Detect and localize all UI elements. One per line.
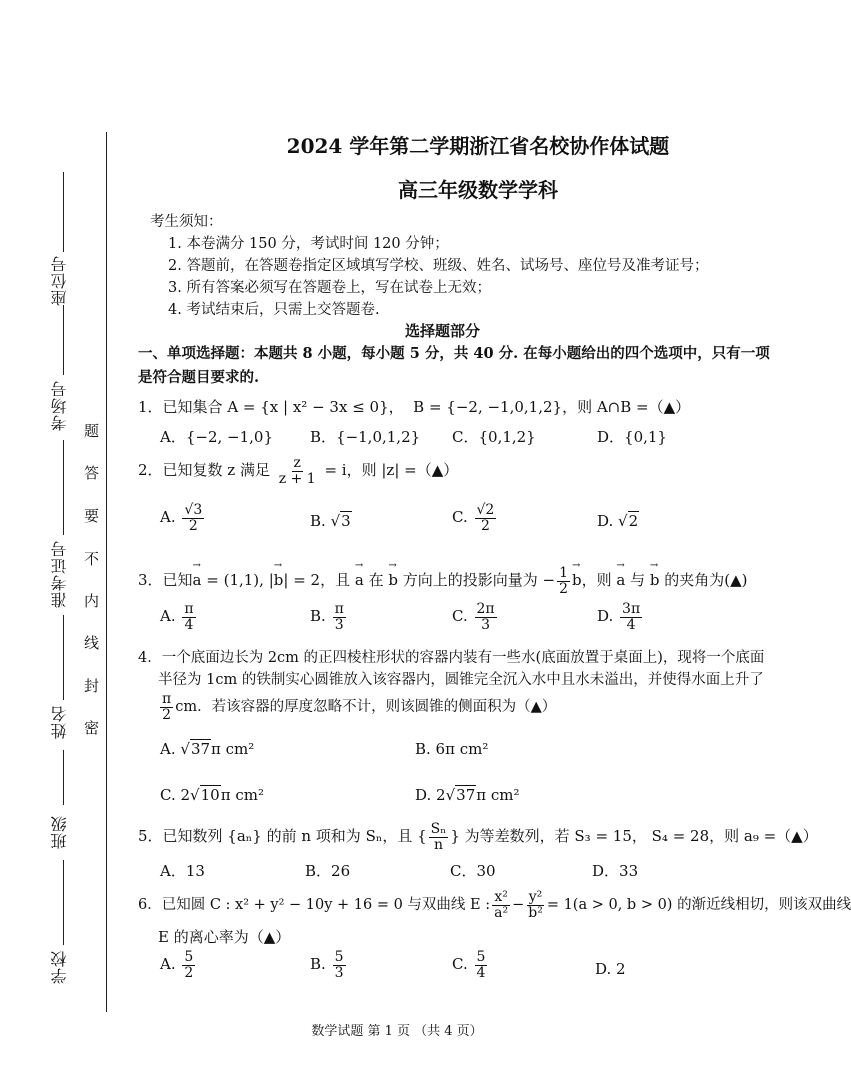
question-3 [138,566,748,596]
q3-a-label: A. [160,607,176,626]
q4-option-b: B. 6π cm² [415,740,489,758]
q3-text-2: | = 2，且 [283,571,355,590]
q3-c-frac [475,602,497,632]
room-label: 考场号 [50,380,69,431]
class-underline [63,860,64,945]
q6-b-den: 3 [334,964,344,981]
question-4-line1: 4．一个底面边长为 2cm 的正四棱柱形状的容器内装有一些水(底面放置于桌面上)，现将一个底面 [138,650,765,666]
part-heading-line2: 是符合题目要求的. [138,369,260,386]
q3-a-num: π [184,601,194,617]
q3-suffix: 的夹角为(▲) [659,571,748,590]
q1-option-a: A．{−2, −1,0} [160,428,273,446]
q3-text-5: ，则 [581,571,617,590]
seat-underline [63,172,64,252]
q3-vec-b3: → b [572,571,582,589]
q4-d-label: D. [415,786,432,804]
q6-f1-den: a² [494,904,509,921]
q2-c-frac: $\frac{√2}{2}$ [476,502,495,534]
ticket-label: 准考证号 [50,540,69,608]
q4-option-a: A. √37π cm² [160,740,255,758]
q6-b-num: 5 [334,949,344,965]
q1-set-b: B = {−2, −1,0,1,2}，则 A∩B =（▲） [413,398,691,416]
ticket-underline [63,615,64,700]
q6-option-c [452,950,489,980]
q3-frac [557,566,570,596]
q2-c-label: C. [452,508,468,527]
question-1 [138,396,690,417]
q6-frac-1 [492,890,510,920]
q3-text-6: 与 [625,571,650,590]
q6-a-den: 2 [184,964,194,981]
q6-prefix: 6．已知圆 C : x² + y² − 10y + 16 = 0 与双曲线 E : [138,897,491,914]
school-label: 学校 [50,950,69,984]
q6-b-label: B. [310,955,326,974]
q2-a-frac: $\frac{√3}{2}$ [184,502,203,534]
q4-c-label: C. [160,786,176,804]
q6-frac-2 [526,890,545,920]
q6-c-label: C. [452,955,468,974]
q4-c-rad: 10 [200,786,220,804]
seal-char-6: 线 [84,634,100,652]
q2-d-label: D. [597,512,614,530]
q4-a-unit: π cm² [211,740,255,758]
q3-vec-b4: → b [650,571,660,589]
q6-a-frac [182,950,195,980]
page-footer: 数学试题 第 1 页 （共 4 页） [311,1024,483,1039]
q4-frac-num: π [162,691,172,707]
q3-c-den: 3 [481,616,491,633]
q6-option-b [310,950,348,980]
section-title: 选择题部分 [405,322,481,340]
q2-option-d: D. √2 [597,512,639,530]
q2-d-rad: 2 [628,512,639,530]
q3-frac-den: 2 [559,580,568,597]
q3-b-den: 3 [334,616,344,633]
notice-item-3: 3. 所有答案必须写在答题卷上，写在试卷上无效； [168,280,491,296]
question-2 [138,456,458,486]
q6-c-frac [475,950,488,980]
q3-text-3: 在 [363,571,389,590]
q4-a-label: A. [160,740,176,758]
q6-a-label: A. [160,955,176,974]
q2-a-den: 2 [188,517,198,534]
q3-vec-b: → b [274,571,284,589]
q6-c-num: 5 [476,949,486,965]
q6-f1-num: x² [494,889,508,905]
q2-a-label: A. [160,508,176,527]
q2-option-c [452,503,498,533]
q5-prefix: 5．已知数列 {aₙ} 的前 n 项和为 Sₙ，且 { [138,827,427,846]
q2-b-rad: 3 [341,512,351,530]
q3-vec-a2: → a [355,571,364,589]
q5-frac [429,822,449,852]
q3-option-b [310,602,348,632]
q1-option-c: C．{0,1,2} [452,428,536,446]
q3-option-a [160,602,198,632]
room-underline [63,440,64,535]
seal-char-1: 题 [84,422,100,440]
q3-option-d [597,602,644,632]
q2-den: z + 1 [278,470,316,487]
q4-frac [160,692,173,722]
question-4-line3 [158,692,556,722]
binding-line [106,132,107,1012]
q3-b-frac [333,602,346,632]
exam-title: 2024 学年第二学期浙江省名校协作体试题 [286,134,670,158]
q6-b-frac [333,950,346,980]
q3-c-label: C. [452,607,468,626]
q3-option-c [452,602,499,632]
q3-d-label: D. [597,607,614,626]
q5-frac-den: n [433,836,443,853]
q6-option-d: D. 2 [595,960,626,978]
q3-vec-a3: → a [616,571,625,589]
q3-text-1: = (1,1), | [201,571,274,590]
q5-suffix: } 为等差数列，若 S₃ = 15， S₄ = 28，则 a₉ =（▲） [450,827,818,846]
question-5 [138,822,818,852]
q3-b-num: π [334,601,344,617]
q1-option-b: B．{−1,0,1,2} [310,428,421,446]
seal-char-7: 封 [84,677,100,695]
q6-suffix: = 1(a > 0, b > 0) 的渐近线相切，则该双曲线 [546,897,851,914]
seal-char-2: 答 [84,464,100,482]
q6-option-a [160,950,197,980]
seat-underline-2 [63,305,64,375]
q6-f2-den: b² [528,904,543,921]
q3-a-den: 4 [184,616,194,633]
exam-subtitle: 高三年级数学学科 [398,178,558,202]
seal-char-5: 内 [84,592,100,610]
q1-prefix: 1．已知集合 [138,398,228,416]
seal-char-3: 要 [84,507,100,525]
q3-a-frac [182,602,195,632]
q3-d-num: 3π [622,601,641,617]
q2-c-den: 2 [480,517,490,534]
part-heading-line1: 一、单项选择题：本题共 8 小题，每小题 5 分，共 40 分. 在每小题给出的四个选项中，只有一项 [138,345,770,362]
q4-d-coef: 2 [436,786,446,804]
q4-line3-text: cm．若该容器的厚度忽略不计，则该圆锥的侧面积为（▲） [175,699,557,716]
q2-suffix: = i，则 |z| =（▲） [324,461,459,480]
q2-option-b: B. √3 [310,512,351,530]
q5-option-b: B．26 [305,862,351,880]
q2-c-rad: 2 [485,502,495,518]
q6-minus: − [512,897,525,914]
q5-frac-num: Sₙ [430,821,447,837]
class-label: 班级 [50,815,69,849]
name-label: 姓名 [50,705,69,739]
q4-option-d: D. 2√37π cm² [415,786,520,804]
question-6-line2: E 的离心率为（▲） [158,928,291,946]
q3-c-num: 2π [476,601,495,617]
q2-prefix: 2．已知复数 z 满足 [138,461,270,480]
q3-b-label: B. [310,607,326,626]
q3-vec-b2: → b [388,571,398,589]
seat-label: 座位号 [50,255,69,306]
q6-f2-num: y² [528,889,543,905]
q4-c-coef: 2 [180,786,191,804]
seal-char-4: 不 [84,550,100,568]
question-6 [138,890,851,920]
seal-char-8: 密 [84,719,100,737]
q3-d-frac [620,602,642,632]
q2-fraction [277,456,318,486]
q5-option-a: A．13 [160,862,205,880]
q4-d-unit: π cm² [476,786,520,804]
q5-option-d: D．33 [592,862,639,880]
q2-option-a [160,503,206,533]
question-4-line2: 半径为 1cm 的铁制实心圆锥放入该容器内，圆锥完全沉入水中且水未溢出，并使得水面上升了 [158,672,764,688]
q5-option-c: C．30 [450,862,496,880]
q4-c-unit: π cm² [220,786,264,804]
notice-item-4: 4. 考试结束后，只需上交答题卷. [168,302,380,318]
q3-text-4: 方向上的投影向量为 − [397,571,556,590]
q1-option-d: D．{0,1} [597,428,667,446]
q3-d-den: 4 [626,616,636,633]
q4-d-rad: 37 [456,786,476,804]
notice-item-2: 2. 答题前，在答题卷指定区域填写学校、班级、姓名、试场号、座位号及准考证号； [168,258,709,274]
name-underline [63,750,64,805]
q2-a-rad: 3 [193,502,203,518]
q2-num: z [293,455,301,471]
notice-heading: 考生须知： [150,214,223,230]
q3-frac-num: 1 [559,565,568,581]
q4-frac-den: 2 [162,706,172,723]
notice-item-1: 1. 本卷满分 150 分，考试时间 120 分钟； [168,236,449,252]
q4-option-c: C. 2√10π cm² [160,786,264,804]
q3-vec-a: → a [193,571,202,589]
q1-set-a: A = {x | x² − 3x ≤ 0}， [227,398,404,416]
q6-a-num: 5 [184,949,194,965]
q2-b-label: B. [310,512,326,530]
q3-prefix: 3．已知 [138,571,193,590]
q6-c-den: 4 [476,964,486,981]
q4-a-rad: 37 [190,740,211,758]
